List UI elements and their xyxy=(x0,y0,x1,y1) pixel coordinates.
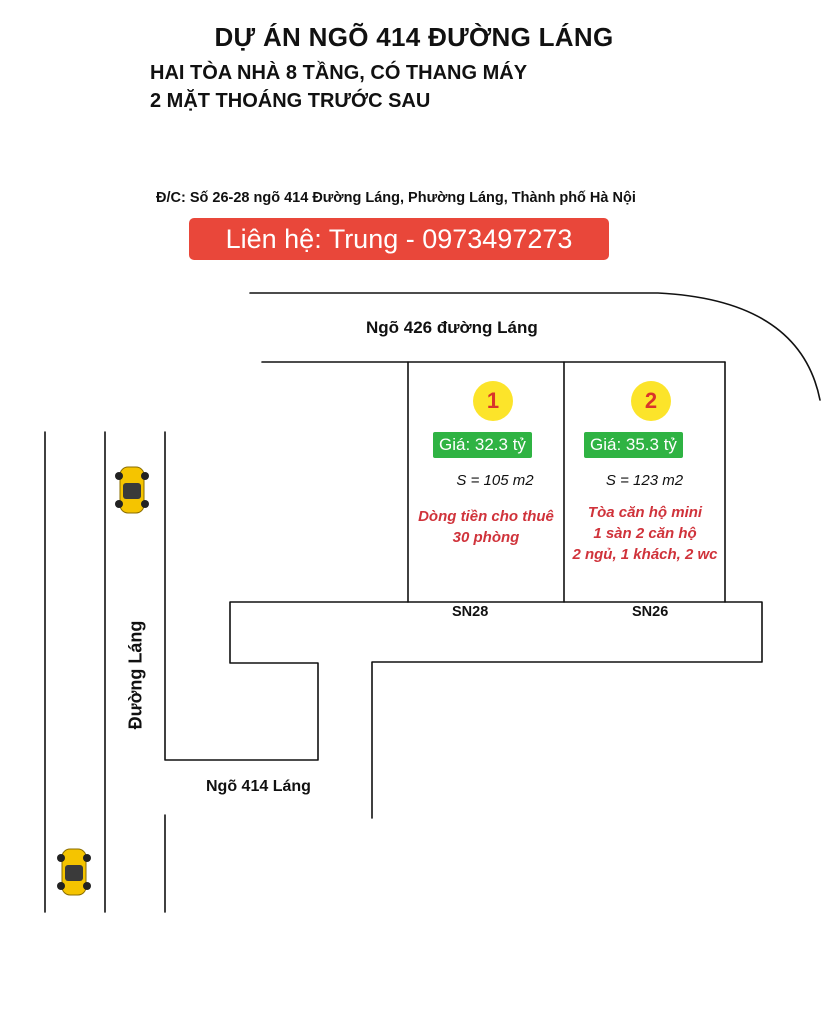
lot-1-house-number: SN28 xyxy=(452,604,489,620)
page-title: DỰ ÁN NGÕ 414 ĐƯỜNG LÁNG xyxy=(214,22,614,52)
taxi-icon xyxy=(57,849,91,895)
address-line: Đ/C: Số 26-28 ngõ 414 Đường Láng, Phường Láng, Thành phố Hà Nội xyxy=(156,190,636,206)
lot-2-note-line: 2 ngủ, 1 khách, 2 wc xyxy=(572,546,718,563)
lot-2-house-number: SN26 xyxy=(632,604,669,620)
lot-2-price: Giá: 35.3 tỷ xyxy=(584,432,683,458)
lot-2-area: S = 123 m2 xyxy=(605,472,684,489)
road-label-duong-lang: Đường Láng xyxy=(125,620,146,730)
road-label-ngo-426: Ngõ 426 đường Láng xyxy=(366,318,538,337)
road-label-ngo-414: Ngõ 414 Láng xyxy=(206,778,311,795)
contact-banner[interactable]: Liên hệ: Trung - 0973497273 xyxy=(189,218,609,260)
lot-2-note-line: 1 sàn 2 căn hộ xyxy=(593,525,697,542)
lot-1-note xyxy=(408,506,564,548)
taxi-icon xyxy=(115,467,149,513)
lot-1-note-line: Dòng tiền cho thuê xyxy=(418,508,554,525)
subtitle-floors: HAI TÒA NHÀ 8 TẦNG, CÓ THANG MÁY xyxy=(150,62,528,84)
block-upper-outline xyxy=(165,432,762,818)
lot-1-number-badge: 1 xyxy=(473,381,513,421)
lot-2-note-line: Tòa căn hộ mini xyxy=(587,504,703,521)
top-lane-edge xyxy=(250,293,820,400)
lot-1-price: Giá: 32.3 tỷ xyxy=(433,432,532,458)
lot-1-area: S = 105 m2 xyxy=(456,472,534,489)
lot-2-note xyxy=(560,502,730,565)
subtitle-openness: 2 MẶT THOÁNG TRƯỚC SAU xyxy=(150,90,431,112)
lot-1-note-line: 30 phòng xyxy=(452,529,520,546)
lot-2-number-badge: 2 xyxy=(631,381,671,421)
